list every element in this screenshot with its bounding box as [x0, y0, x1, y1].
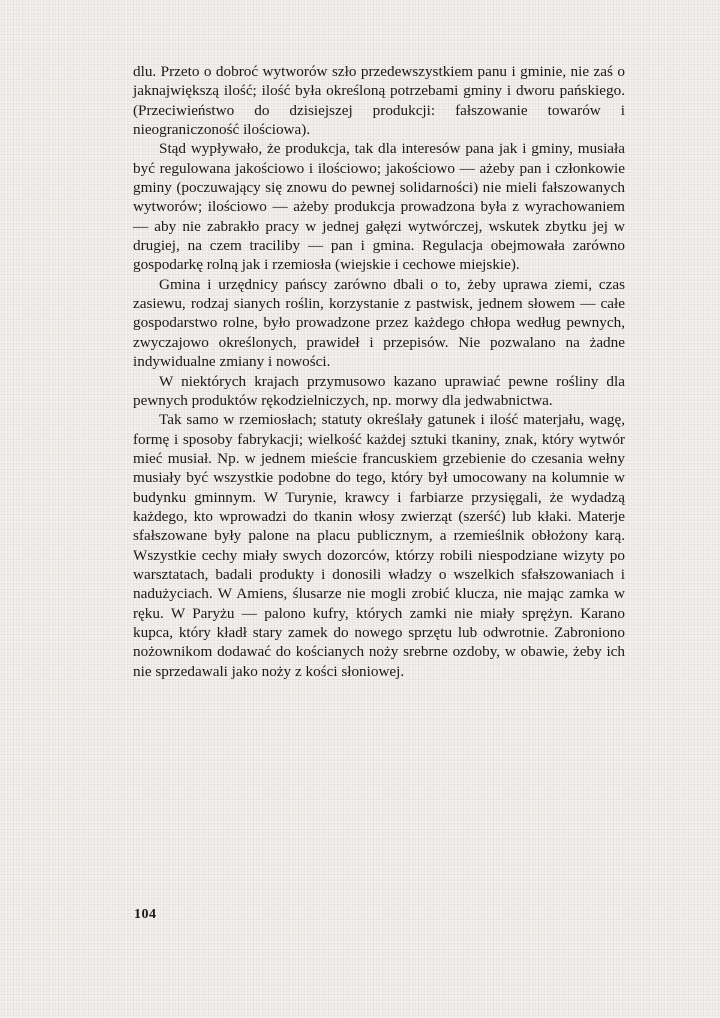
paragraph-5: Tak samo w rzemiosłach; statuty określały gatunek i ilość materjału, wagę, formę i sposoby fabrykacji; wielkość każdej sztuki tkaniny, znak, który wytwór mieć musiał. Np. w jednem mieście francuskiem grzebienie do czesania wełny musiały być wszystkie podobne do tego, który był umocowany na kolumnie w budynku gminnym. W Turynie, krawcy i farbiarze przysięgali, że wydadzą każdego, kto wprowadzi do tkanin włosy zwierząt (szerść) lub kłaki. Materje sfałszowane były palone na placu publicznym, a rzemieślnik obłożony karą. Wszystkie cechy miały swych dozorców, którzy robili niespodziane wizyty po warsztatach, badali produkty i donosili władzy o wszelkich sfałszowaniach i nadużyciach. W Amiens, ślusarze nie mogli zrobić klucza, nie mając zamka w ręku. W Paryżu — palono kufry, których zamki nie miały sprężyn. Karano kupca, który kładł stary zamek do nowego sprzętu lub odwrotnie. Zabroniono nożownikom dodawać do kościanych noży srebrne ozdoby, w obawie, żeby ich nie sprzedawali jako noży z kości słoniowej. — [133, 411, 625, 680]
body-text — [133, 62, 625, 681]
paragraph-3: Gmina i urzędnicy pańscy zarówno dbali o to, żeby uprawa ziemi, czas zasiewu, rodzaj sianych roślin, korzystanie z pastwisk, jednem słowem — całe gospodarstwo rolne, było prowadzone przez każdego chłopa według pewnych, zwyczajowo określonych, prawideł i przepisów. Nie pozwalano na żadne indywidualne zmiany i nowości. — [133, 275, 625, 371]
paragraph-1: dlu. Przeto o dobroć wytworów szło przedewszystkiem panu i gminie, nie zaś o jaknajwiększą ilość; ilość była określoną potrzebami gminy i dworu pańskiego. (Przeciwieństwo do dzisiejszej produkcji: fałszowanie towarów i nieograniczoność ilościowa). — [133, 63, 625, 139]
paragraph-2: Stąd wypływało, że produkcja, tak dla interesów pana jak i gminy, musiała być regulowana jakościowo i ilościowo; jakościowo — ażeby pan i członkowie gminy (poczuwający się znowu do pewnej solidarności) nie mieli fałszowanych wytworów; ilościowo — ażeby produkcja prowadzona była z wyrachowaniem — aby nie zabrakło pracy w jednej gałęzi wytwórczej, wskutek zbytku jej w drugiej, na czem traciliby — pan i gmina. Regulacja obejmowała zarówno gospodarkę rolną jak i rzemiosła (wiejskie i cechowe miejskie). — [133, 140, 625, 274]
paragraph-4: W niektórych krajach przymusowo kazano uprawiać pewne rośliny dla pewnych produktów rękodzielniczych, np. morwy dla jedwabnictwa. — [133, 372, 625, 409]
page-number: 104 — [134, 907, 157, 922]
